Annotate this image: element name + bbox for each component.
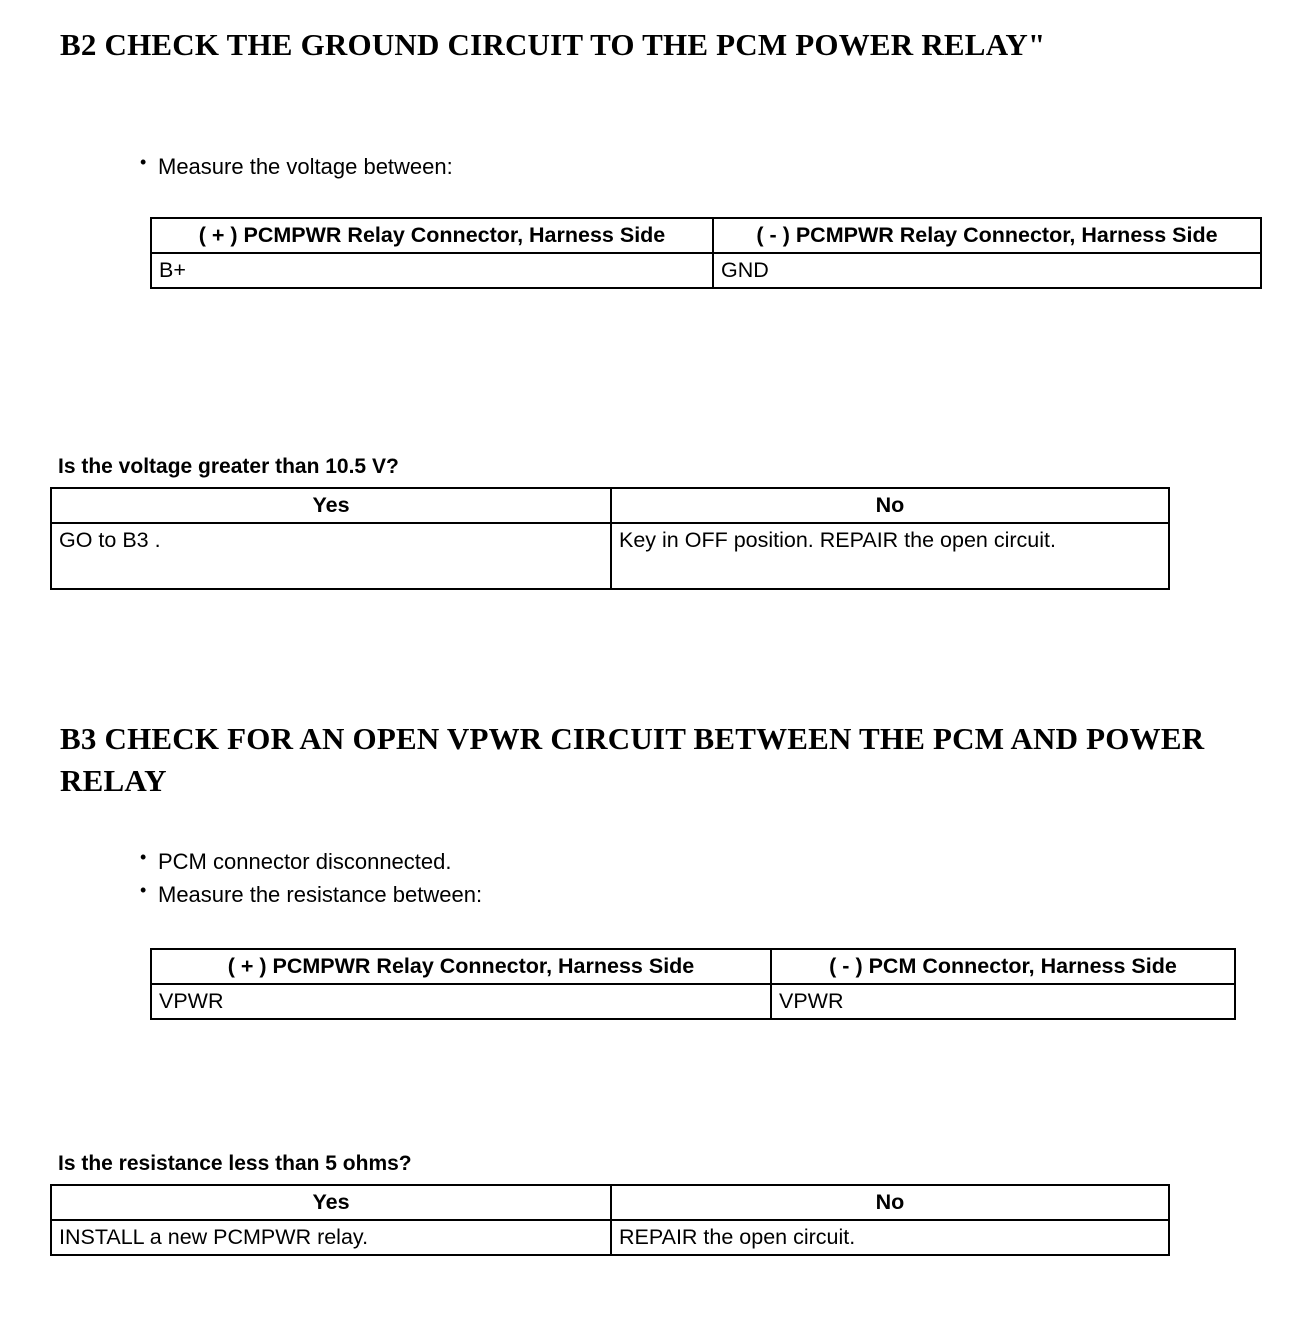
- measurement-table-b2: [150, 217, 1262, 289]
- table-cell: GO to B3 .: [51, 523, 611, 589]
- table-cell: GND: [713, 253, 1261, 288]
- table-header-cell: ( - ) PCMPWR Relay Connector, Harness Side: [713, 218, 1261, 253]
- table-header-cell: No: [611, 488, 1169, 523]
- question-text-b3: Is the resistance less than 5 ohms?: [58, 1152, 412, 1175]
- bullet-list-b2: [140, 150, 1040, 183]
- table-cell: Key in OFF position. REPAIR the open circuit.: [611, 523, 1169, 589]
- table-row: [51, 523, 1169, 589]
- question-text-b2: Is the voltage greater than 10.5 V?: [58, 455, 399, 478]
- table-cell: REPAIR the open circuit.: [611, 1220, 1169, 1255]
- table-cell: VPWR: [151, 984, 771, 1019]
- bullet-list-b3: [140, 845, 1040, 911]
- table-row: [151, 949, 1235, 984]
- table-row: [51, 1220, 1169, 1255]
- measurement-table-b3: [150, 948, 1236, 1020]
- table-row: [151, 218, 1261, 253]
- table-header-cell: Yes: [51, 488, 611, 523]
- answer-table-b2: [50, 487, 1170, 590]
- section-title-b3: B3 CHECK FOR AN OPEN VPWR CIRCUIT BETWEEN THE PCM AND POWER RELAY: [60, 721, 1205, 798]
- table-header-cell: ( + ) PCMPWR Relay Connector, Harness Side: [151, 218, 713, 253]
- table-header-cell: Yes: [51, 1185, 611, 1220]
- section-title-b2: B2 CHECK THE GROUND CIRCUIT TO THE PCM POWER RELAY": [60, 27, 1046, 62]
- table-header-cell: ( + ) PCMPWR Relay Connector, Harness Side: [151, 949, 771, 984]
- table-row: [151, 253, 1261, 288]
- table-cell: B+: [151, 253, 713, 288]
- table-header-cell: No: [611, 1185, 1169, 1220]
- table-row: [51, 1185, 1169, 1220]
- answer-table-b3: [50, 1184, 1170, 1256]
- table-cell: INSTALL a new PCMPWR relay.: [51, 1220, 611, 1255]
- table-row: [151, 984, 1235, 1019]
- list-item: • Measure the voltage between:: [140, 150, 1040, 183]
- table-cell: VPWR: [771, 984, 1235, 1019]
- table-header-cell: ( - ) PCM Connector, Harness Side: [771, 949, 1235, 984]
- list-item: • PCM connector disconnected.: [140, 845, 1040, 878]
- table-row: [51, 488, 1169, 523]
- list-item: • Measure the resistance between:: [140, 878, 1040, 911]
